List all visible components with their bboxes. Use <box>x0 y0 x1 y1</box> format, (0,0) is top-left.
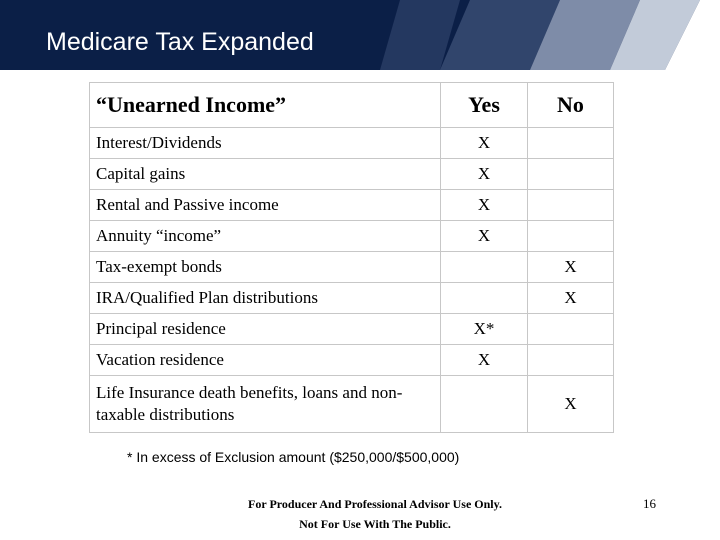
header-no: No <box>528 83 614 128</box>
row-yes-mark: X <box>441 159 528 190</box>
row-no-mark <box>528 345 614 376</box>
row-yes-mark: X <box>441 190 528 221</box>
row-label: Rental and Passive income <box>90 190 441 221</box>
row-label: Vacation residence <box>90 345 441 376</box>
row-yes-mark <box>441 252 528 283</box>
row-label: Capital gains <box>90 159 441 190</box>
row-yes-mark <box>441 376 528 433</box>
row-label: Annuity “income” <box>90 221 441 252</box>
row-no-mark <box>528 314 614 345</box>
disclaimer-line: For Producer And Professional Advisor Use Only. <box>248 497 502 511</box>
table-row <box>90 221 614 252</box>
header-yes: Yes <box>441 83 528 128</box>
table-header-row <box>90 83 614 128</box>
slide-title: Medicare Tax Expanded <box>46 28 314 56</box>
row-label: Principal residence <box>90 314 441 345</box>
row-yes-mark <box>441 283 528 314</box>
table-row <box>90 252 614 283</box>
table-row <box>90 128 614 159</box>
row-no-mark <box>528 159 614 190</box>
row-no-mark: X <box>528 252 614 283</box>
row-no-mark: X <box>528 283 614 314</box>
exclusion-footnote: * In excess of Exclusion amount ($250,000/$500,000) <box>127 449 460 465</box>
row-no-mark <box>528 190 614 221</box>
page-number: 16 <box>643 496 656 511</box>
row-label: IRA/Qualified Plan distributions <box>90 283 441 314</box>
use-disclaimer <box>200 494 550 534</box>
row-label: Tax-exempt bonds <box>90 252 441 283</box>
table-row <box>90 314 614 345</box>
row-label: Life Insurance death benefits, loans and non-taxable distributions <box>90 376 441 433</box>
row-yes-mark: X <box>441 128 528 159</box>
row-yes-mark: X* <box>441 314 528 345</box>
row-no-mark <box>528 128 614 159</box>
table-row <box>90 283 614 314</box>
row-label: Interest/Dividends <box>90 128 441 159</box>
table-row <box>90 345 614 376</box>
table-row <box>90 376 614 433</box>
row-no-mark <box>528 221 614 252</box>
disclaimer-line: Not For Use With The Public. <box>299 517 451 531</box>
row-no-mark: X <box>528 376 614 433</box>
table-row <box>90 190 614 221</box>
header-unearned-income: “Unearned Income” <box>90 83 441 128</box>
title-banner <box>0 0 720 70</box>
row-yes-mark: X <box>441 345 528 376</box>
row-yes-mark: X <box>441 221 528 252</box>
unearned-income-table <box>89 82 614 433</box>
table-row <box>90 159 614 190</box>
